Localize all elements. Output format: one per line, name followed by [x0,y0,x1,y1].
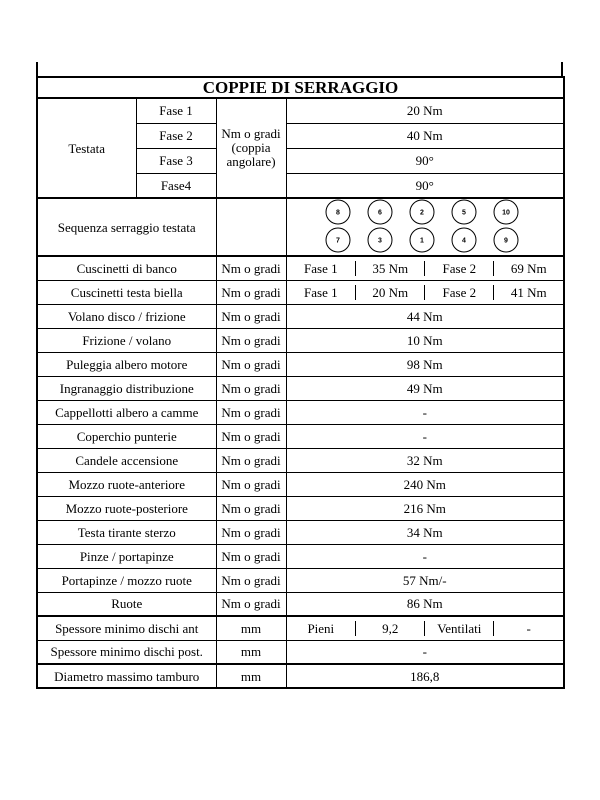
torque-row [37,424,564,448]
row-label: Coperchio punterie [37,424,216,448]
testata-phase-value: 90° [286,148,564,173]
phase2-label: Fase 2 [425,285,494,300]
top-left-border-stub [36,62,38,76]
sequence-row [37,198,564,256]
testata-phase-label: Fase 1 [136,98,216,123]
phase2-value: 69 Nm [494,261,563,276]
bearing-unit: Nm o gradi [216,280,286,304]
testata-phase-label: Fase4 [136,173,216,198]
row-unit: Nm o gradi [216,472,286,496]
drum-unit: mm [216,664,286,688]
drum-row [37,664,564,688]
solid-label: Pieni [307,620,335,636]
bearing-label: Cuscinetti testa biella [37,280,216,304]
row-value: 57 Nm/- [286,568,564,592]
solid-value: 9,2 [356,621,425,636]
discs-rear-row [37,640,564,664]
phase1-value: 35 Nm [356,261,425,276]
row-unit: Nm o gradi [216,448,286,472]
bearing-values [286,280,564,304]
bolt-circle [326,228,350,252]
bolt-number: 2 [419,209,424,217]
sequence-unit-empty [216,198,286,256]
row-label: Mozzo ruote-posteriore [37,496,216,520]
row-label: Portapinze / mozzo ruote [37,568,216,592]
torque-row [37,568,564,592]
bearing-unit: Nm o gradi [216,256,286,280]
torque-row [37,544,564,568]
row-label: Ingranaggio distribuzione [37,376,216,400]
row-unit: Nm o gradi [216,424,286,448]
testata-phase-label: Fase 2 [136,123,216,148]
discs-front-unit: mm [216,616,286,640]
row-value: 86 Nm [286,592,564,616]
bolt-number: 10 [501,209,510,217]
phase1-label: Fase 1 [304,284,338,300]
torque-row [37,520,564,544]
bolt-circle [452,200,476,224]
bolt-circle [494,200,518,224]
row-label: Frizione / volano [37,328,216,352]
row-label: Cappellotti albero a camme [37,400,216,424]
bolt-number: 7 [335,237,340,245]
table-title: COPPIE DI SERRAGGIO [37,77,564,98]
bolt-number: 8 [335,209,340,217]
bolt-number: 6 [377,209,382,217]
row-unit: Nm o gradi [216,568,286,592]
bolt-number: 3 [377,237,382,245]
bolt-number: 1 [419,237,424,245]
testata-label: Testata [37,98,136,198]
testata-phase-value: 90° [286,173,564,198]
row-unit: Nm o gradi [216,352,286,376]
torque-row [37,496,564,520]
phase2-value: 41 Nm [494,285,563,300]
discs-rear-unit: mm [216,640,286,664]
row-label: Candele accensione [37,448,216,472]
sequence-label: Sequenza serraggio testata [37,198,216,256]
discs-rear-value: - [286,640,564,664]
bolt-circle [410,228,434,252]
phase1-value: 20 Nm [356,285,425,300]
bearing-label: Cuscinetti di banco [37,256,216,280]
testata-phase-value: 40 Nm [286,123,564,148]
row-value: 216 Nm [286,496,564,520]
row-unit: Nm o gradi [216,520,286,544]
discs-front-label: Spessore minimo dischi ant [37,616,216,640]
row-unit: Nm o gradi [216,544,286,568]
bearing-row [37,256,564,280]
testata-row-1 [37,98,564,123]
vented-value: - [494,621,563,636]
torque-row [37,352,564,376]
row-unit: Nm o gradi [216,376,286,400]
row-value: 10 Nm [286,328,564,352]
row-value: 44 Nm [286,304,564,328]
discs-front-values [286,616,564,640]
row-value: - [286,400,564,424]
row-label: Puleggia albero motore [37,352,216,376]
torque-row [37,448,564,472]
row-value: 240 Nm [286,472,564,496]
row-unit: Nm o gradi [216,304,286,328]
bolt-circle [368,228,392,252]
title-row [37,77,564,98]
row-value: 34 Nm [286,520,564,544]
tightening-sequence-diagram [320,199,530,255]
row-label: Pinze / portapinze [37,544,216,568]
bolt-circle [368,200,392,224]
bolt-circle [410,200,434,224]
drum-value: 186,8 [286,664,564,688]
testata-unit: Nm o gradi (coppia angolare) [216,98,286,198]
torque-row [37,472,564,496]
bolt-number: 9 [503,237,508,245]
row-value: 98 Nm [286,352,564,376]
testata-phase-label: Fase 3 [136,148,216,173]
row-label: Volano disco / frizione [37,304,216,328]
phase2-label: Fase 2 [425,261,494,276]
drum-label: Diametro massimo tamburo [37,664,216,688]
row-label: Ruote [37,592,216,616]
row-unit: Nm o gradi [216,328,286,352]
torque-row [37,304,564,328]
top-right-border-stub [561,62,563,76]
bolt-circle [452,228,476,252]
row-unit: Nm o gradi [216,496,286,520]
bolt-number: 5 [461,209,466,217]
row-label: Mozzo ruote-anteriore [37,472,216,496]
row-value: - [286,424,564,448]
bearing-values [286,256,564,280]
vented-label: Ventilati [425,621,494,636]
phase1-label: Fase 1 [304,260,338,276]
torque-row [37,328,564,352]
torque-table [36,76,565,689]
row-unit: Nm o gradi [216,592,286,616]
row-value: 49 Nm [286,376,564,400]
torque-row [37,400,564,424]
bolt-number: 4 [461,237,466,245]
sequence-diagram-cell [286,198,564,256]
row-value: - [286,544,564,568]
row-label: Testa tirante sterzo [37,520,216,544]
discs-front-row [37,616,564,640]
torque-row [37,592,564,616]
row-value: 32 Nm [286,448,564,472]
testata-phase-value: 20 Nm [286,98,564,123]
torque-row [37,376,564,400]
bolt-circle [494,228,518,252]
discs-rear-label: Spessore minimo dischi post. [37,640,216,664]
bolt-circle [326,200,350,224]
bearing-row [37,280,564,304]
row-unit: Nm o gradi [216,400,286,424]
